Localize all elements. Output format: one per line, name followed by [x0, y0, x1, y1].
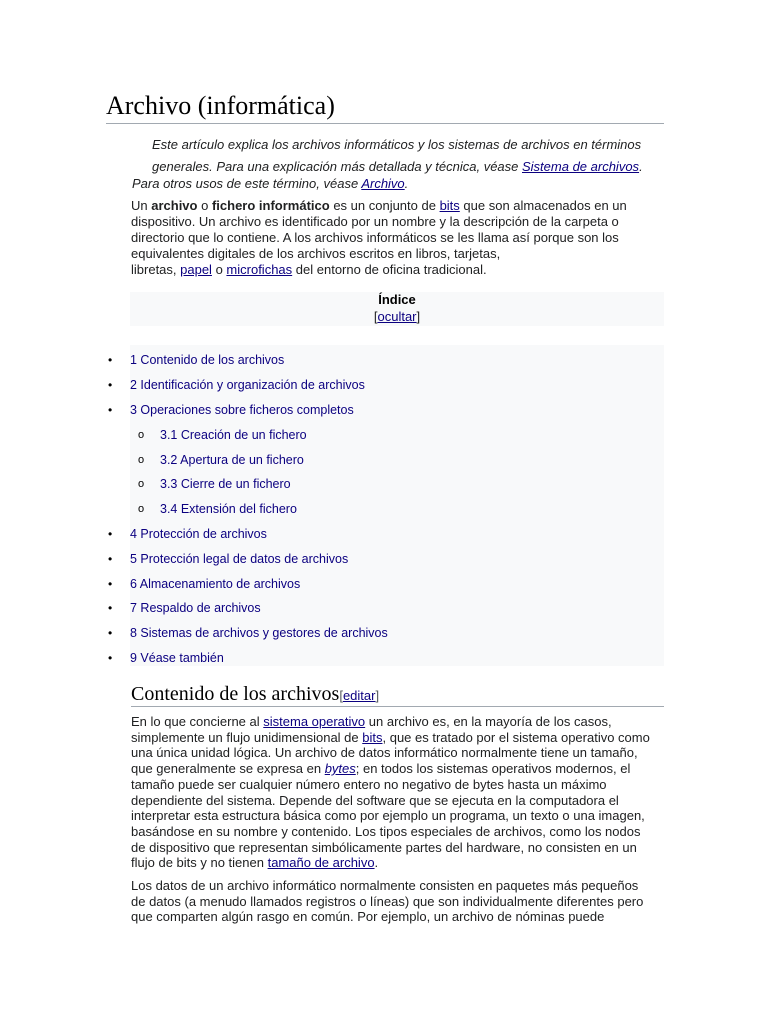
- intro-line: equivalentes digitales de los archivos escritos en libros, tarjetas,: [131, 246, 501, 261]
- edit-section-link[interactable]: editar: [342, 688, 376, 703]
- text: que son almacenados en un: [459, 198, 627, 213]
- section-paragraph: [131, 714, 664, 871]
- link-sistema-operativo[interactable]: sistema operativo: [263, 714, 366, 729]
- section-title: Contenido de los archivos: [131, 683, 340, 705]
- text: o: [197, 198, 212, 213]
- toc-list: [108, 345, 664, 666]
- bullet-icon: •: [108, 651, 113, 665]
- paragraph-line: de dispositivo que representan simbólicamente partes del hardware, no consisten en un: [131, 839, 637, 855]
- toc-title: Índice: [378, 292, 416, 307]
- paragraph-line: [131, 714, 664, 730]
- hatnote-text: .: [404, 176, 409, 191]
- link-archivo[interactable]: Archivo: [361, 176, 405, 191]
- toc-subitem: [138, 423, 307, 447]
- paragraph-line: [131, 761, 664, 777]
- toc-item: [108, 522, 267, 546]
- toc-subitem: [138, 497, 297, 521]
- toc-link[interactable]: 9 Véase también: [130, 651, 224, 665]
- toc-item: [108, 348, 285, 372]
- circle-bullet-icon: o: [138, 429, 145, 441]
- hatnote-text: Para otros usos de este término, véase: [132, 176, 362, 191]
- term-archivo: archivo: [151, 198, 198, 213]
- edit-section: [339, 688, 379, 703]
- toc-link[interactable]: 6 Almacenamiento de archivos: [130, 577, 301, 591]
- toc-link[interactable]: 3 Operaciones sobre ficheros completos: [130, 403, 354, 417]
- toc-toggle: [130, 308, 664, 326]
- bracket: [: [373, 309, 378, 324]
- hatnote-text: generales. Para una explicación más detallada y técnica, véase: [152, 159, 522, 174]
- toc-link[interactable]: 8 Sistemas de archivos y gestores de archivos: [130, 626, 388, 640]
- text: libretas,: [131, 262, 181, 277]
- link-bits[interactable]: bits: [439, 198, 460, 213]
- toc-link[interactable]: 2 Identificación y organización de archivos: [130, 378, 365, 392]
- toc-hide-link[interactable]: ocultar: [377, 309, 417, 324]
- toc-subitem: [138, 448, 304, 472]
- toc-item: [108, 596, 261, 620]
- bullet-icon: •: [108, 403, 113, 417]
- text: flujo de bits y no tienen: [131, 855, 268, 871]
- hatnote-line-3: [132, 174, 408, 194]
- toc-subitem: [138, 472, 291, 496]
- toc-link[interactable]: 1 Contenido de los archivos: [130, 353, 285, 367]
- hatnote-text: Este artículo explica los archivos informáticos y los sistemas de archivos en términos: [152, 137, 642, 152]
- circle-bullet-icon: o: [138, 478, 145, 490]
- bullet-icon: •: [108, 626, 113, 640]
- paragraph-line: basándose en su nombre y contenido. Los tipos especiales de archivos, como los nodos: [131, 823, 641, 839]
- text: un archivo es, en la mayoría de los casos,: [365, 714, 612, 729]
- hatnote-line-1: [152, 134, 641, 156]
- text: , que es tratado por el sistema operativo como: [382, 729, 650, 745]
- paragraph-line: [131, 855, 664, 871]
- text: simplemente un flujo unidimensional de: [131, 729, 363, 745]
- paragraph-line: que comparten algún rasgo en común. Por ejemplo, un archivo de nóminas puede: [131, 909, 605, 925]
- bullet-icon: •: [108, 378, 113, 392]
- toc-header: [130, 292, 664, 326]
- toc-item: [108, 572, 301, 596]
- text: .: [374, 855, 379, 871]
- section-divider: [131, 706, 664, 707]
- link-papel[interactable]: papel: [180, 262, 212, 277]
- title-divider: [106, 123, 664, 124]
- section-heading: [131, 681, 664, 707]
- text: del entorno de oficina tradicional.: [292, 262, 487, 277]
- intro-paragraph: [131, 198, 663, 278]
- intro-line: [131, 198, 663, 214]
- paragraph-line: de datos (a menudo llamados registros o líneas) que son individualmente diferentes pero: [131, 893, 644, 909]
- circle-bullet-icon: o: [138, 503, 145, 515]
- text: En lo que concierne al: [131, 714, 264, 729]
- link-bytes[interactable]: bytes: [324, 761, 356, 777]
- intro-line: dispositivo. Un archivo es identificado por un nombre y la descripción de la carpeta o: [131, 214, 619, 229]
- text: es un conjunto de: [329, 198, 440, 213]
- toc-link[interactable]: 3.2 Apertura de un fichero: [160, 453, 304, 467]
- bullet-icon: •: [108, 577, 113, 591]
- bracket: ]: [416, 309, 421, 324]
- paragraph-line: Los datos de un archivo informático normalmente consisten en paquetes más pequeños: [131, 878, 639, 893]
- toc-link[interactable]: 7 Respaldo de archivos: [130, 601, 261, 615]
- toc-item: [108, 398, 354, 422]
- link-sistema-de-archivos[interactable]: Sistema de archivos: [522, 159, 640, 174]
- circle-bullet-icon: o: [138, 454, 145, 466]
- paragraph-line: una única unidad lógica. Un archivo de datos informático normalmente tiene un tamaño,: [131, 745, 638, 761]
- intro-line: directorio que lo contiene. A los archivos informáticos se les llama así porque son los: [131, 230, 619, 245]
- term-fichero-informatico: fichero informático: [211, 198, 330, 213]
- toc-link[interactable]: 3.4 Extensión del fichero: [160, 502, 297, 516]
- link-microfichas[interactable]: microfichas: [226, 262, 293, 277]
- toc-item: [108, 547, 349, 571]
- bullet-icon: •: [108, 552, 113, 566]
- page-title: Archivo (informática): [106, 91, 335, 120]
- toc-item: [108, 646, 224, 670]
- intro-line: [131, 262, 663, 278]
- bracket: ]: [375, 688, 380, 703]
- toc-item: [108, 621, 388, 645]
- link-bits[interactable]: bits: [362, 729, 383, 745]
- hatnote-text: .: [639, 159, 643, 174]
- text: Un: [131, 198, 152, 213]
- toc-link[interactable]: 3.3 Cierre de un fichero: [160, 477, 291, 491]
- paragraph-line: dependiente del sistema. Depende del software que se ejecuta en la computadora el: [131, 792, 619, 808]
- bullet-icon: •: [108, 527, 113, 541]
- toc-link[interactable]: 4 Protección de archivos: [130, 527, 267, 541]
- toc-item: [108, 373, 365, 397]
- paragraph-line: [131, 730, 664, 746]
- text: que generalmente se expresa en: [131, 761, 325, 777]
- bullet-icon: •: [108, 353, 113, 367]
- toc-link[interactable]: 5 Protección legal de datos de archivos: [130, 552, 349, 566]
- toc-link[interactable]: 3.1 Creación de un fichero: [160, 428, 307, 442]
- bracket: [: [339, 688, 343, 703]
- link-tamano-de-archivo[interactable]: tamaño de archivo: [267, 855, 375, 871]
- paragraph-line: tamaño puede ser cualquier número entero no negativo de bytes hasta un máximo: [131, 776, 607, 792]
- text: o: [211, 262, 227, 277]
- section-paragraph: [131, 878, 664, 925]
- bullet-icon: •: [108, 601, 113, 615]
- text: ; en todos los sistemas operativos modernos, el: [355, 761, 631, 777]
- paragraph-line: interpretar esta estructura básica como por ejemplo un programa, un texto o una imagen,: [131, 808, 645, 824]
